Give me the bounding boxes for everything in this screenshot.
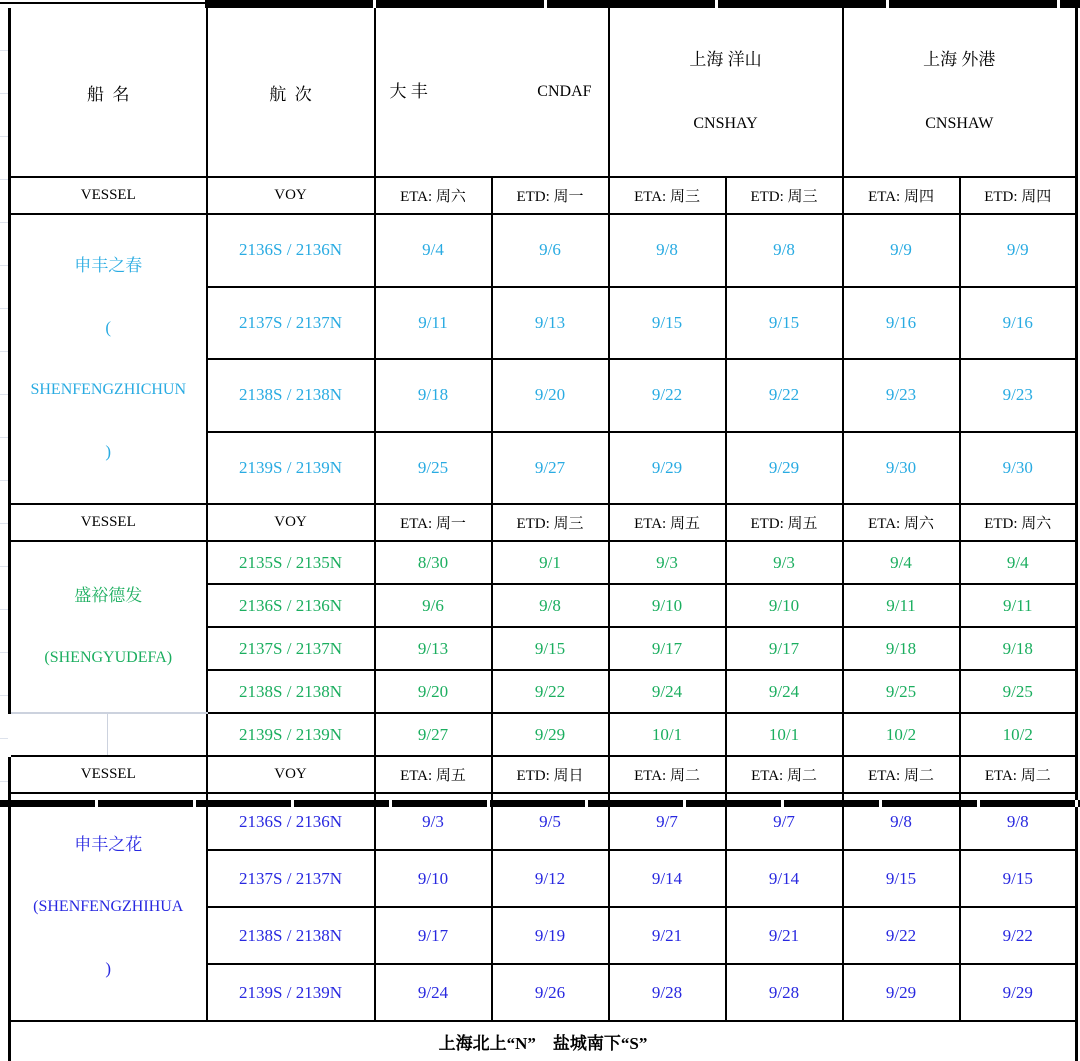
date-cell: 9/4: [960, 541, 1077, 584]
date-cell: 9/29: [843, 964, 960, 1021]
date-cell: 9/15: [609, 287, 726, 360]
vessel-label: VESSEL: [10, 504, 207, 541]
vessel-name-line: ): [105, 959, 112, 978]
top-border-line: [0, 2, 207, 4]
date-cell: 9/27: [492, 432, 609, 505]
voy-cell: 2138S / 2138N: [207, 907, 375, 964]
eta-etd-label: ETD: 周日: [492, 756, 609, 793]
vessel-name-line: (SHENFENGZHIHUA: [33, 898, 184, 915]
date-cell: 9/18: [843, 627, 960, 670]
date-cell: 9/19: [492, 907, 609, 964]
port-name: 上海 外港: [923, 50, 996, 69]
eta-etd-label: ETA: 周二: [960, 756, 1077, 793]
vessel-name-line: 申丰之春: [74, 256, 143, 275]
header-ship-name: 船 名: [10, 8, 207, 177]
eta-etd-label: ETD: 周五: [726, 504, 843, 541]
voy-cell: 2139S / 2139N: [207, 964, 375, 1021]
date-cell: 9/3: [609, 541, 726, 584]
date-cell: 9/8: [843, 793, 960, 850]
date-cell: 9/14: [726, 850, 843, 907]
date-cell: 9/3: [726, 541, 843, 584]
date-cell: 9/17: [609, 627, 726, 670]
date-cell: 9/13: [492, 287, 609, 360]
vessel-name-line: 盛裕德发: [74, 586, 143, 605]
vessel-label: VESSEL: [10, 177, 207, 214]
voy-cell: 2137S / 2137N: [207, 287, 375, 360]
schedule-row: [10, 541, 1077, 584]
date-cell: 9/15: [726, 287, 843, 360]
eta-etd-label: ETA: 周五: [375, 756, 492, 793]
vessel-label: VESSEL: [10, 756, 207, 793]
date-cell: 9/11: [843, 584, 960, 627]
top-cutoff-band: [205, 0, 1080, 8]
date-cell: 9/8: [609, 214, 726, 287]
date-cell: 9/24: [375, 964, 492, 1021]
date-cell: 9/16: [960, 287, 1077, 360]
voy-cell: 2136S / 2136N: [207, 214, 375, 287]
eta-etd-label: ETA: 周五: [609, 504, 726, 541]
date-cell: 9/29: [960, 964, 1077, 1021]
voy-cell: 2135S / 2135N: [207, 541, 375, 584]
date-cell: 9/1: [492, 541, 609, 584]
date-cell: 9/20: [375, 670, 492, 713]
port-header-yangshan: [609, 8, 843, 177]
port-header-row: [10, 8, 1077, 177]
voy-cell: 2136S / 2136N: [207, 584, 375, 627]
date-cell: 9/17: [375, 907, 492, 964]
date-cell: 9/21: [726, 907, 843, 964]
voy-label: VOY: [207, 756, 375, 793]
date-cell: 9/22: [960, 907, 1077, 964]
eta-etd-label: ETA: 周二: [726, 756, 843, 793]
eta-etd-label: ETD: 周三: [492, 504, 609, 541]
date-cell: 9/10: [375, 850, 492, 907]
voy-label: VOY: [207, 504, 375, 541]
date-cell: 9/20: [492, 359, 609, 432]
port-code: CNSHAW: [925, 115, 994, 132]
date-cell: 9/26: [492, 964, 609, 1021]
voy-cell: 2138S / 2138N: [207, 359, 375, 432]
date-cell: 9/15: [492, 627, 609, 670]
date-cell: 9/9: [960, 214, 1077, 287]
port-name: 上海 洋山: [689, 50, 762, 69]
date-cell: 9/10: [726, 584, 843, 627]
date-cell: 9/7: [726, 793, 843, 850]
date-cell: 9/5: [492, 793, 609, 850]
date-cell: 9/4: [843, 541, 960, 584]
voy-label: VOY: [207, 177, 375, 214]
date-cell: 9/28: [726, 964, 843, 1021]
date-cell: 9/22: [726, 359, 843, 432]
date-cell: 9/15: [960, 850, 1077, 907]
vessel-name: [10, 541, 207, 713]
eta-etd-label: ETA: 周二: [609, 756, 726, 793]
left-gridline-ticks: [0, 8, 8, 800]
date-cell: 9/14: [609, 850, 726, 907]
date-cell: 9/23: [843, 359, 960, 432]
eta-etd-label: ETA: 周六: [375, 177, 492, 214]
eta-etd-label: ETD: 周三: [726, 177, 843, 214]
vessel-name-line: (SHENGYUDEFA): [44, 649, 173, 666]
voy-cell: 2138S / 2138N: [207, 670, 375, 713]
vessel-name-line: ): [105, 442, 112, 461]
date-cell: 9/3: [375, 793, 492, 850]
vessel-name-line: (: [105, 318, 112, 337]
eta-etd-label: ETA: 周二: [843, 756, 960, 793]
date-cell: 9/30: [843, 432, 960, 505]
date-cell: 9/25: [960, 670, 1077, 713]
date-cell: 8/30: [375, 541, 492, 584]
eta-etd-label: ETA: 周一: [375, 504, 492, 541]
date-cell: 9/8: [726, 214, 843, 287]
vessel-name-line: 申丰之花: [74, 835, 143, 854]
empty-split-cell: [10, 713, 207, 756]
footer-note: 上海北上“N” 盐城南下“S”: [10, 1021, 1077, 1061]
header-voyage: 航 次: [207, 8, 375, 177]
date-cell: 9/4: [375, 214, 492, 287]
port-code: CNDAF: [537, 83, 592, 100]
date-cell: 9/10: [609, 584, 726, 627]
date-cell: 9/29: [609, 432, 726, 505]
date-cell: 9/22: [843, 907, 960, 964]
date-cell: 9/30: [960, 432, 1077, 505]
date-cell: 9/29: [726, 432, 843, 505]
port-header-waigang: [843, 8, 1077, 177]
schedule-table: [8, 8, 1078, 1061]
bottom-cutoff-band: [0, 800, 1080, 807]
date-cell: 9/9: [843, 214, 960, 287]
vessel-name: [10, 793, 207, 1021]
eta-etd-label: ETA: 周六: [843, 504, 960, 541]
eta-etd-label: ETD: 周一: [492, 177, 609, 214]
date-cell: 9/6: [375, 584, 492, 627]
date-cell: 9/22: [492, 670, 609, 713]
subheader-row: [10, 504, 1077, 541]
date-cell: 9/8: [492, 584, 609, 627]
date-cell: 9/28: [609, 964, 726, 1021]
eta-etd-label: ETD: 周四: [960, 177, 1077, 214]
date-cell: 10/1: [726, 713, 843, 756]
voy-cell: 2139S / 2139N: [207, 713, 375, 756]
date-cell: 9/18: [960, 627, 1077, 670]
eta-etd-label: ETA: 周四: [843, 177, 960, 214]
vessel-name: [10, 214, 207, 504]
date-cell: 9/25: [375, 432, 492, 505]
voy-cell: 2137S / 2137N: [207, 850, 375, 907]
vessel-name-line: SHENFENGZHICHUN: [30, 381, 187, 398]
date-cell: 9/25: [843, 670, 960, 713]
date-cell: 9/23: [960, 359, 1077, 432]
date-cell: 9/29: [492, 713, 609, 756]
port-code: CNSHAY: [693, 115, 758, 132]
voy-cell: 2139S / 2139N: [207, 432, 375, 505]
date-cell: 9/22: [609, 359, 726, 432]
schedule-row: [10, 713, 1077, 756]
schedule-row: [10, 214, 1077, 287]
voy-cell: 2136S / 2136N: [207, 793, 375, 850]
date-cell: 9/17: [726, 627, 843, 670]
eta-etd-label: ETD: 周六: [960, 504, 1077, 541]
eta-etd-label: ETA: 周三: [609, 177, 726, 214]
subheader-row: [10, 756, 1077, 793]
date-cell: 10/2: [960, 713, 1077, 756]
port-name: 大 丰: [389, 82, 428, 101]
date-cell: 9/24: [726, 670, 843, 713]
subheader-row: [10, 177, 1077, 214]
footer-row: [10, 1021, 1077, 1061]
date-cell: 9/21: [609, 907, 726, 964]
date-cell: 9/15: [843, 850, 960, 907]
date-cell: 9/27: [375, 713, 492, 756]
date-cell: 10/1: [609, 713, 726, 756]
date-cell: 9/11: [960, 584, 1077, 627]
date-cell: 9/11: [375, 287, 492, 360]
port-header-dafeng: [375, 8, 609, 177]
date-cell: 9/6: [492, 214, 609, 287]
date-cell: 9/24: [609, 670, 726, 713]
date-cell: 10/2: [843, 713, 960, 756]
date-cell: 9/12: [492, 850, 609, 907]
date-cell: 9/18: [375, 359, 492, 432]
date-cell: 9/13: [375, 627, 492, 670]
date-cell: 9/8: [960, 793, 1077, 850]
date-cell: 9/16: [843, 287, 960, 360]
voy-cell: 2137S / 2137N: [207, 627, 375, 670]
date-cell: 9/7: [609, 793, 726, 850]
